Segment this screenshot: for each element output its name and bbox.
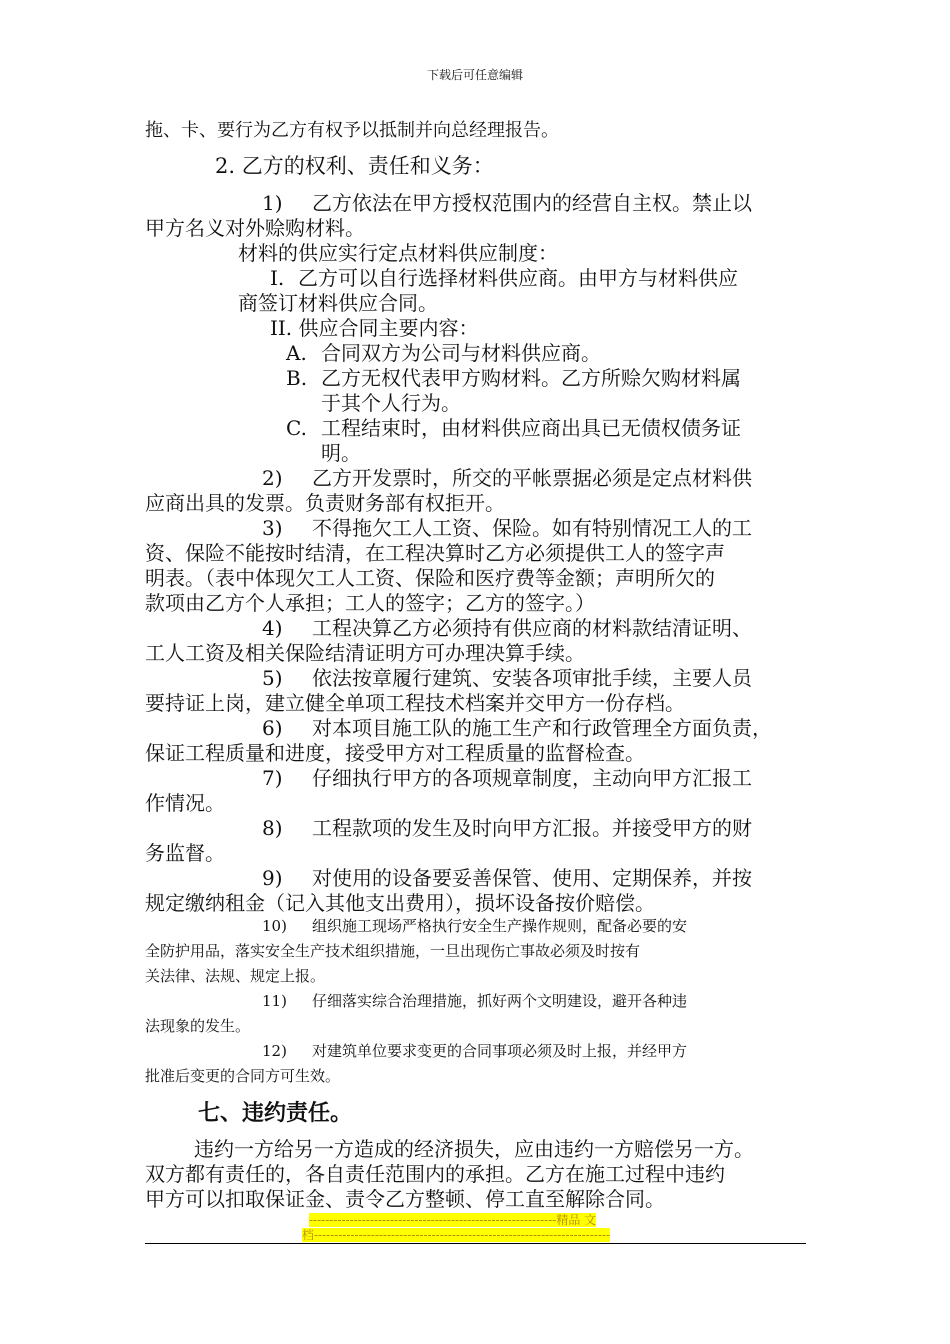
footer-highlight-line: -------------------------------------------------------------精品 文 [309,1213,597,1227]
list-item-number: 12) [262,1042,287,1060]
text-line: 依法按章履行建筑、安装各项审批手续，主要人员 [312,666,752,690]
text-line: 应商出具的发票。负责财务部有权拒开。 [145,491,505,515]
list-item-number: 5) [262,666,283,690]
text-line: 要持证上岗，建立健全单项工程技术档案并交甲方一份存档。 [145,691,685,715]
list-item-number: I. [270,266,285,290]
text-line: 乙方可以自行选择材料供应商。由甲方与材料供应 [298,266,738,290]
list-item-number: B. [286,366,308,390]
text-line: II. 供应合同主要内容： [270,316,479,340]
list-item-number: A. [286,341,307,365]
footer-highlight-line: 档------------------------------------------------------------------------- [302,1228,610,1242]
text-line: 保证工程质量和进度，接受甲方对工程质量的监督检查。 [145,741,645,765]
list-item-number: 11) [262,992,287,1010]
text-line: 工程款项的发生及时向甲方汇报。并接受甲方的财 [312,816,752,840]
text-line: 对建筑单位要求变更的合同事项必须及时上报，并经甲方 [312,1042,688,1060]
text-line: 关法律、法规、规定上报。 [145,967,326,985]
text-line: 乙方开发票时，所交的平帐票据必须是定点材料供 [312,466,752,490]
text-line: 拖、卡、要行为乙方有权予以抵制并向总经理报告。 [145,120,559,141]
text-line: 违约一方给另一方造成的经济损失，应由违约一方赔偿另一方。 [194,1137,754,1161]
page-header: 下载后可任意编辑 [426,68,523,82]
list-item-number: 10) [262,917,287,935]
footer-rule [145,1243,806,1244]
text-line: 仔细落实综合治理措施，抓好两个文明建设，避开各种违 [312,992,688,1010]
text-line: 甲方名义对外赊购材料。 [145,216,365,240]
text-line: 乙方无权代表甲方购材料。乙方所赊欠购材料属 [321,366,741,390]
text-line: 工程结束时，由材料供应商出具已无债权债务证 [321,416,741,440]
list-item-number: 3) [262,516,283,540]
text-line: 对使用的设备要妥善保管、使用、定期保养，并按 [312,866,752,890]
text-line: 不得拖欠工人工资、保险。如有特别情况工人的工 [312,516,752,540]
list-item-number: 9) [262,866,283,890]
text-line: 合同双方为公司与材料供应商。 [321,341,601,365]
text-line: 明。 [321,441,361,465]
text-line: 明表。（表中体现欠工人工资、保险和医疗费等金额；声明所欠的 [145,566,715,590]
list-item-number: 8) [262,816,283,840]
text-line: 甲方可以扣取保证金、责令乙方整顿、停工直至解除合同。 [145,1187,665,1211]
text-line: 双方都有责任的，各自责任范围内的承担。乙方在施工过程中违约 [145,1162,725,1186]
text-line: 工程决算乙方必须持有供应商的材料款结清证明、 [312,616,752,640]
text-line: 务监督。 [145,841,225,865]
section-heading: 七、违约责任。 [198,1101,353,1126]
text-line: 款项由乙方个人承担；工人的签字；乙方的签字。） [145,591,595,615]
text-line: 仔细执行甲方的各项规章制度，主动向甲方汇报工 [312,766,752,790]
text-line: 作情况。 [145,791,225,815]
list-item-number: 4) [262,616,283,640]
section-heading: 2. 乙方的权利、责任和义务： [215,154,494,178]
text-line: 于其个人行为。 [321,391,461,415]
text-line: 资、保险不能按时结清，在工程决算时乙方必须提供工人的签字声 [145,541,725,565]
list-item-number: 7) [262,766,283,790]
text-line: 法现象的发生。 [145,1017,251,1035]
text-line: 批准后变更的合同方可生效。 [145,1067,341,1085]
list-item-number: 6) [262,716,283,740]
list-item-number: C. [286,416,307,440]
list-item-number: 1) [262,191,283,215]
text-line: 乙方依法在甲方授权范围内的经营自主权。禁止以 [312,191,752,215]
text-line: 对本项目施工队的施工生产和行政管理全方面负责， [312,716,772,740]
text-line: 组织施工现场严格执行安全生产操作规则，配备必要的安 [312,917,688,935]
text-line: 商签订材料供应合同。 [238,291,438,315]
text-line: 材料的供应实行定点材料供应制度： [238,241,558,265]
text-line: 全防护用品，落实安全生产技术组织措施，一旦出现伤亡事故必须及时按有 [145,942,641,960]
list-item-number: 2) [262,466,283,490]
text-line: 工人工资及相关保险结清证明方可办理决算手续。 [145,641,585,665]
text-line: 规定缴纳租金（记入其他支出费用），损坏设备按价赔偿。 [145,891,655,915]
